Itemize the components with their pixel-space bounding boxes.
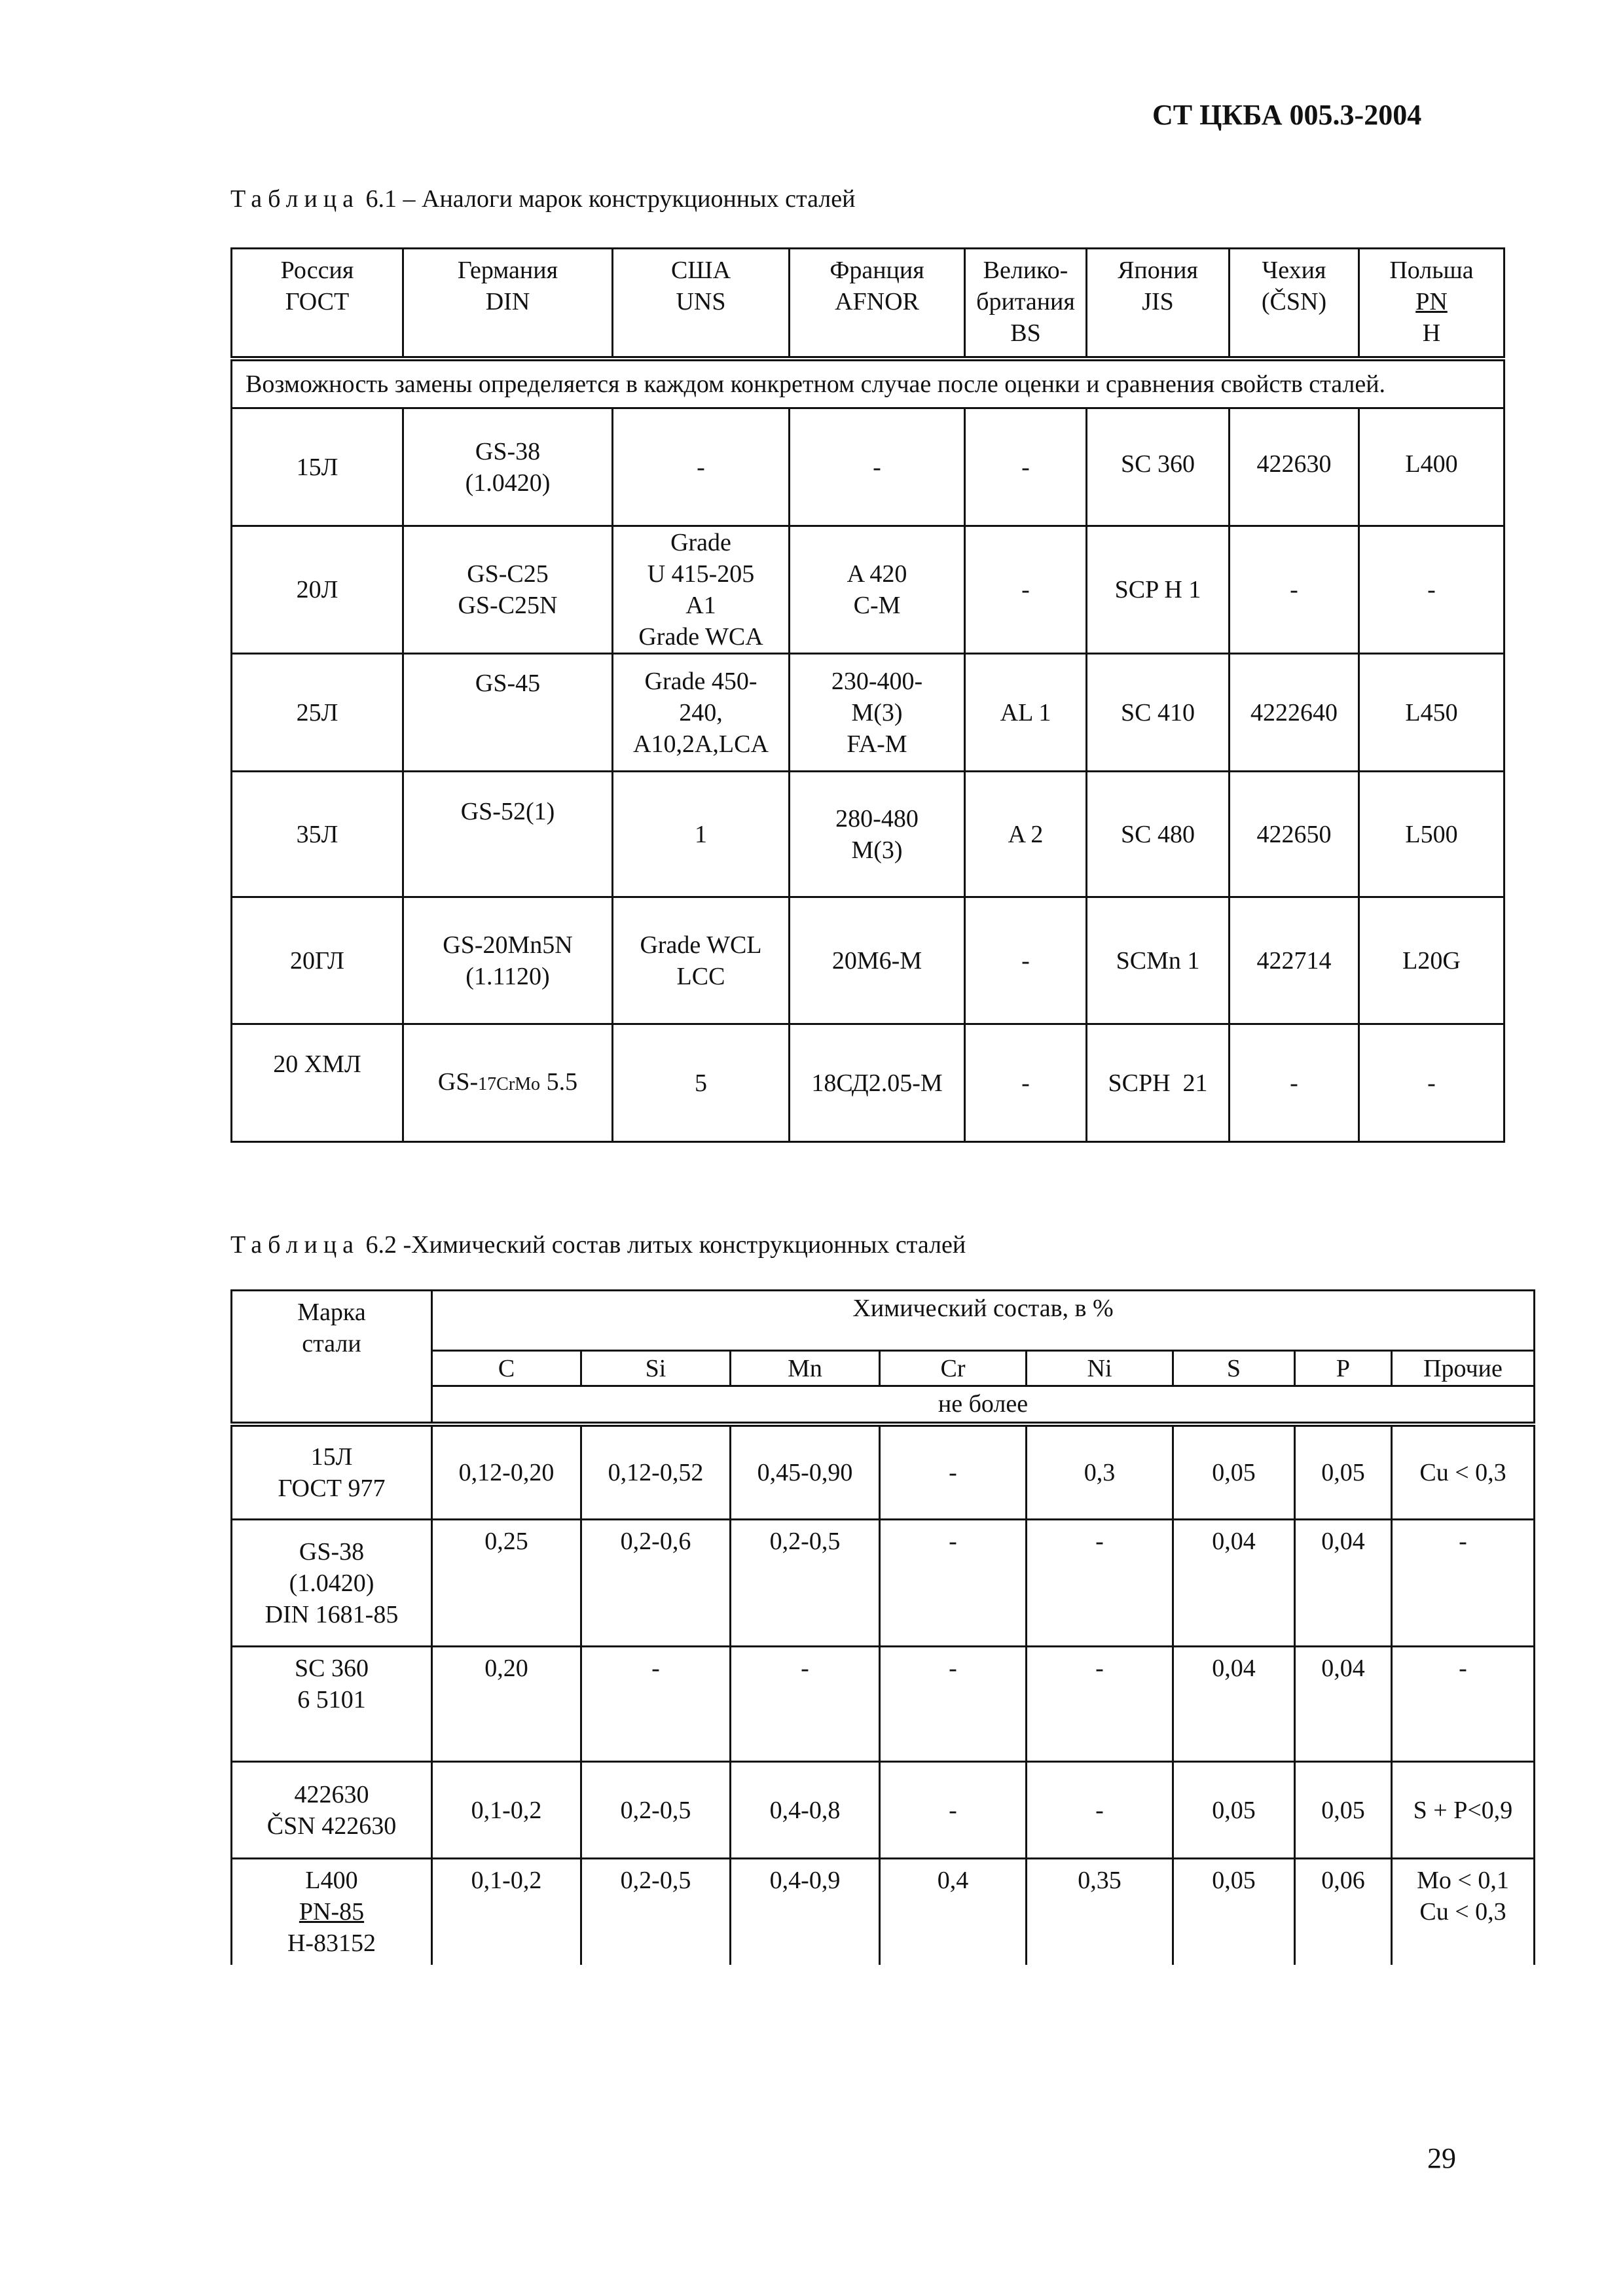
table2-caption-text: 6.2 -Химический состав литых конструкционных сталей [359, 1231, 966, 1259]
table-row [232, 654, 1504, 772]
cell-ni: - [1027, 1762, 1173, 1859]
cell-mn: - [731, 1647, 880, 1762]
header-element-s: S [1173, 1351, 1295, 1386]
table1-caption [230, 185, 855, 213]
table1-header-row [232, 249, 1504, 359]
table1-caption-text: 6.1 – Аналоги марок конструкционных сталей [359, 185, 856, 213]
cell-poland: - [1359, 1024, 1504, 1142]
cell-other: - [1392, 1520, 1535, 1647]
cell-p: 0,05 [1295, 1424, 1392, 1520]
cell-other: Cu < 0,3 [1392, 1424, 1535, 1520]
header-poland: Польша PN H [1359, 249, 1504, 359]
table-row [232, 526, 1504, 654]
header-france: Франция AFNOR [790, 249, 965, 359]
table2-header-row [232, 1291, 1535, 1351]
cell-france: 280-480 M(3) [790, 772, 965, 897]
table2-caption [230, 1230, 966, 1259]
cell-germany: GS-20Mn5N (1.1120) [403, 897, 613, 1024]
header-usa: США UNS [613, 249, 790, 359]
cell-s: 0,04 [1173, 1647, 1295, 1762]
cell-poland: L400 [1359, 408, 1504, 526]
cell-p: 0,04 [1295, 1647, 1392, 1762]
cell-other: - [1392, 1647, 1535, 1762]
cell-poland: L500 [1359, 772, 1504, 897]
cell-c: 0,1-0,2 [432, 1859, 581, 1965]
cell-si: 0,12-0,52 [581, 1424, 731, 1520]
cell-c: 0,25 [432, 1520, 581, 1647]
cell-p: 0,05 [1295, 1762, 1392, 1859]
cell-czech: - [1230, 526, 1359, 654]
cell-czech: - [1230, 1024, 1359, 1142]
table2-caption-prefix: Таблица [230, 1231, 360, 1259]
header-uk: Велико- британия BS [965, 249, 1087, 359]
cell-s: 0,05 [1173, 1762, 1295, 1859]
cell-mn: 0,4-0,8 [731, 1762, 880, 1859]
cell-grade: 15Л ГОСТ 977 [232, 1424, 432, 1520]
cell-uk: - [965, 526, 1087, 654]
cell-japan: SC 360 [1087, 408, 1230, 526]
document-code: СТ ЦКБА 005.3-2004 [1152, 99, 1422, 131]
cell-other: Mo < 0,1 Cu < 0,3 [1392, 1859, 1535, 1965]
cell-grade: L400 PN-85 H-83152 [232, 1859, 432, 1965]
cell-japan: SCP H 1 [1087, 526, 1230, 654]
table1-caption-prefix: Таблица [230, 185, 360, 213]
cell-s: 0,05 [1173, 1859, 1295, 1965]
header-germany: Германия DIN [403, 249, 613, 359]
table-row [232, 1024, 1504, 1142]
cell-russia: 20Л [232, 526, 403, 654]
steel-analogs-table [230, 247, 1505, 1143]
cell-c: 0,20 [432, 1647, 581, 1762]
cell-p: 0,06 [1295, 1859, 1392, 1965]
cell-cr: - [880, 1520, 1027, 1647]
cell-germany: GS-38 (1.0420) [403, 408, 613, 526]
cell-poland: L450 [1359, 654, 1504, 772]
page-number: 29 [1427, 2142, 1456, 2174]
header-element-p: P [1295, 1351, 1392, 1386]
cell-usa: 1 [613, 772, 790, 897]
header-element-cr: Cr [880, 1351, 1027, 1386]
header-element-other: Прочие [1392, 1351, 1535, 1386]
cell-ni: - [1027, 1520, 1173, 1647]
cell-mn: 0,4-0,9 [731, 1859, 880, 1965]
cell-russia: 20 ХМЛ [232, 1024, 403, 1142]
table-row [232, 1520, 1535, 1647]
header-element-ni: Ni [1027, 1351, 1173, 1386]
header-composition: Химический состав, в % [432, 1291, 1535, 1351]
cell-france: A 420 C-M [790, 526, 965, 654]
cell-japan: SCPH 21 [1087, 1024, 1230, 1142]
cell-cr: - [880, 1424, 1027, 1520]
cell-uk: - [965, 1024, 1087, 1142]
table-row [232, 408, 1504, 526]
cell-france: 18СД2.05-M [790, 1024, 965, 1142]
cell-s: 0,05 [1173, 1424, 1295, 1520]
cell-si: - [581, 1647, 731, 1762]
table-row [232, 1424, 1535, 1520]
cell-si: 0,2-0,5 [581, 1859, 731, 1965]
header-element-c: C [432, 1351, 581, 1386]
table-row [232, 1859, 1535, 1965]
cell-cr: - [880, 1762, 1027, 1859]
table-row [232, 1647, 1535, 1762]
cell-russia: 35Л [232, 772, 403, 897]
cell-ni: 0,35 [1027, 1859, 1173, 1965]
cell-uk: - [965, 408, 1087, 526]
cell-czech: 4222640 [1230, 654, 1359, 772]
cell-usa: Grade 450- 240, A10,2A,LCA [613, 654, 790, 772]
cell-usa: 5 [613, 1024, 790, 1142]
cell-si: 0,2-0,5 [581, 1762, 731, 1859]
cell-p: 0,04 [1295, 1520, 1392, 1647]
cell-grade: 422630 ČSN 422630 [232, 1762, 432, 1859]
cell-s: 0,04 [1173, 1520, 1295, 1647]
cell-russia: 25Л [232, 654, 403, 772]
cell-usa: - [613, 408, 790, 526]
cell-russia: 15Л [232, 408, 403, 526]
replacement-note: Возможность замены определяется в каждом конкретном случае после оценки и сравнения свойств сталей. [232, 359, 1504, 408]
cell-si: 0,2-0,6 [581, 1520, 731, 1647]
cell-france: 20M6-M [790, 897, 965, 1024]
cell-czech: 422630 [1230, 408, 1359, 526]
cell-usa: Grade U 415-205 A1 Grade WCA [613, 526, 790, 654]
cell-japan: SC 410 [1087, 654, 1230, 772]
cell-poland: - [1359, 526, 1504, 654]
header-russia: Россия ГОСТ [232, 249, 403, 359]
cell-cr: 0,4 [880, 1859, 1027, 1965]
cell-uk: - [965, 897, 1087, 1024]
cell-japan: SCMn 1 [1087, 897, 1230, 1024]
cell-germany: GS-52(1) [403, 772, 613, 897]
cell-c: 0,1-0,2 [432, 1762, 581, 1859]
cell-ni: - [1027, 1647, 1173, 1762]
header-grade: Марка стали [232, 1291, 432, 1424]
cell-germany: GS-45 [403, 654, 613, 772]
cell-germany: GS-17CrMo 5.5 [403, 1024, 613, 1142]
header-japan: Япония JIS [1087, 249, 1230, 359]
cell-other: S + P<0,9 [1392, 1762, 1535, 1859]
cell-ni: 0,3 [1027, 1424, 1173, 1520]
cell-czech: 422650 [1230, 772, 1359, 897]
cell-uk: AL 1 [965, 654, 1087, 772]
header-no-more: не более [432, 1386, 1535, 1424]
cell-usa: Grade WCL LCC [613, 897, 790, 1024]
cell-russia: 20ГЛ [232, 897, 403, 1024]
cell-uk: A 2 [965, 772, 1087, 897]
chemical-composition-table [230, 1289, 1535, 1965]
cell-poland: L20G [1359, 897, 1504, 1024]
table-row [232, 772, 1504, 897]
cell-germany: GS-C25 GS-C25N [403, 526, 613, 654]
cell-france: 230-400- M(3) FA-M [790, 654, 965, 772]
table-row [232, 1762, 1535, 1859]
cell-mn: 0,2-0,5 [731, 1520, 880, 1647]
header-czech: Чехия (ČSN) [1230, 249, 1359, 359]
table1-note-row [232, 359, 1504, 408]
cell-cr: - [880, 1647, 1027, 1762]
cell-japan: SC 480 [1087, 772, 1230, 897]
cell-mn: 0,45-0,90 [731, 1424, 880, 1520]
cell-grade: GS-38 (1.0420) DIN 1681-85 [232, 1520, 432, 1647]
cell-france: - [790, 408, 965, 526]
header-element-mn: Mn [731, 1351, 880, 1386]
cell-czech: 422714 [1230, 897, 1359, 1024]
header-element-si: Si [581, 1351, 731, 1386]
cell-c: 0,12-0,20 [432, 1424, 581, 1520]
table-row [232, 897, 1504, 1024]
cell-grade: SC 360 6 5101 [232, 1647, 432, 1762]
